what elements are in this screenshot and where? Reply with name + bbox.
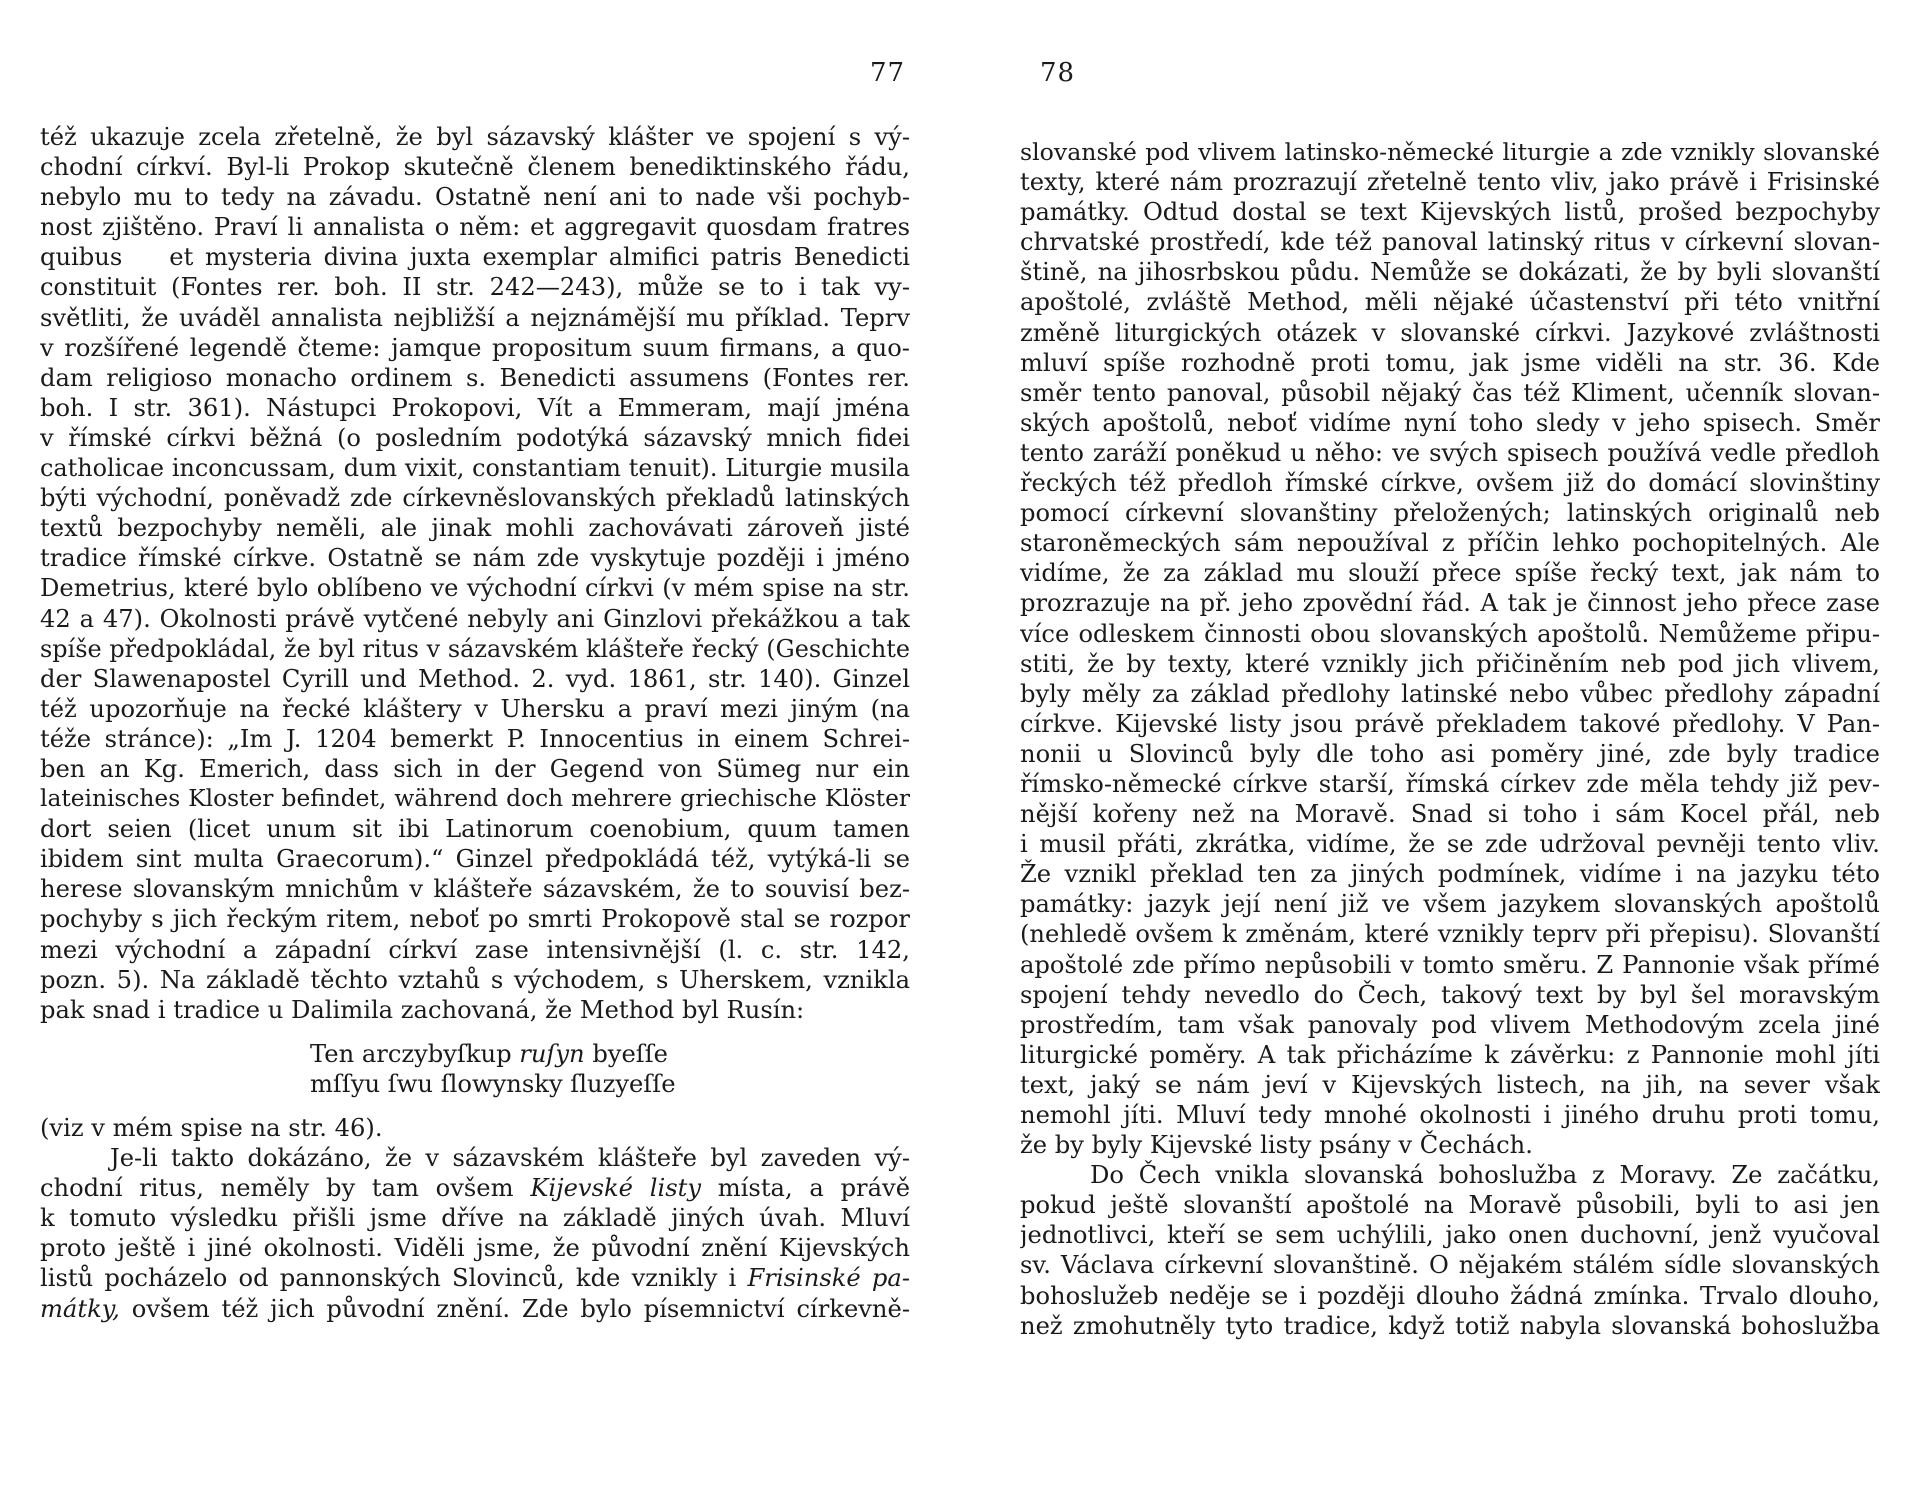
text-line: řeckých též předloh římské církve, ovšem již do domácí slovinštiny: [1020, 469, 1880, 498]
text-line: nebylo mu to tedy na závadu. Ostatně není ani to nade vši pochyb-: [40, 183, 910, 212]
poem-line: mſſyu ſwu ſlowynsky ſluzyeſſe: [310, 1069, 676, 1098]
text-line: spíše předpokládal, že byl ritus v sázavském klášteře řecký (Geschichte: [40, 634, 910, 663]
text-line: sv. Václava církevní slovanštině. O nějakém stálém sídle slovanských: [1020, 1251, 1880, 1280]
text-line: vidíme, že za základ mu slouží přece spíše řecký text, jak nám to: [1020, 559, 1880, 588]
italic-title: Frisinské pa-: [747, 1264, 910, 1293]
text-line: apoštolé zde přímo nepůsobili v tomto směru. Z Pannonie však přímé: [1020, 950, 1880, 979]
text-line: 42 a 47). Okolnosti právě vytčené nebyly ani Ginzlovi překážkou a tak: [40, 604, 910, 633]
text-line: tento zaráží poněkud u něho: ve svých spisech používá vedle předloh: [1020, 438, 1880, 467]
text-line: apoštolé, zvláště Method, měli nějaké účastenství při této vnitřní: [1020, 288, 1880, 317]
text-line: pomocí církevní slovanštiny přeložených; latinských originalů neb: [1020, 499, 1880, 528]
text-line: v římské církvi běžná (o posledním podotýká sázavský mnich fidei: [40, 423, 910, 452]
text-line: církve. Kijevské listy jsou právě překladem takové předlohy. V Pan-: [1020, 709, 1880, 738]
text-run: ovšem též jich původní znění. Zde bylo písemnictví církevně-: [119, 1294, 910, 1323]
text-line: tradice římské církve. Ostatně se nám zde vyskytuje později i jméno: [40, 544, 910, 573]
left-page: [40, 0, 910, 1500]
text-line: stiti, že by texty, které vznikly jich přičiněním neb pod jich vlivem,: [1020, 649, 1880, 678]
poem-spacer: [40, 1099, 910, 1113]
text-line: že by byly Kijevské listy psány v Čechách.: [1020, 1131, 1533, 1160]
text-line: změně liturgických otázek v slovanské církvi. Jazykové zvláštnosti: [1020, 318, 1880, 347]
text-run: místa, a právě: [701, 1174, 910, 1203]
text-line: nost zjištěno. Praví li annalista o něm: et aggregavit quosdam fratres: [40, 213, 910, 242]
text-line: Je-li takto dokázáno, že v sázavském klášteře byl zaveden vý-: [110, 1144, 910, 1173]
text-line: prostředím, tam však panovaly pod vlivem Methodovým zcela jiné: [1020, 1010, 1880, 1039]
text-line: ben an Kg. Emerich, dass sich in der Gegend von Sümeg nur ein: [40, 754, 910, 783]
text-line: než zmohutněly tyto tradice, když totiž nabyla slovanská bohoslužba: [1020, 1311, 1880, 1340]
text-line: (viz v mém spise na str. 46).: [40, 1114, 383, 1142]
poem-italic-word: ruſyn: [519, 1039, 585, 1068]
text-line: ibidem sint multa Graecorum).“ Ginzel předpokládá též, vytýká-li se: [40, 845, 910, 874]
text-line: v rozšířené legendě čteme: jamque propositum suum firmans, a quo-: [40, 333, 910, 362]
text-line: pak snad i tradice u Dalimila zachovaná, že Method byl Rusín:: [40, 995, 805, 1024]
text-line: liturgické poměry. A tak přicházíme k závěrku: z Pannonie mohl jíti: [1020, 1040, 1880, 1069]
text-line: chrvatské prostředí, kde též panoval latinský ritus v církevní slovan-: [1020, 228, 1880, 257]
text-line: quibus et mysteria divina juxta exemplar almifici patris Benedicti: [40, 243, 910, 272]
text-line: památky: jazyk její není již ve všem jazykem slovanských apoštolů: [1020, 890, 1880, 919]
page-number: 78: [1040, 58, 1076, 88]
text-line: [40, 1263, 910, 1293]
text-line: pokud ještě slovanští apoštolé na Moravě působili, byli to asi jen: [1020, 1191, 1880, 1220]
text-line: texty, které nám prozrazují zřetelně tento vliv, jako právě i Frisinské: [1020, 168, 1880, 197]
left-page-text: [40, 122, 910, 1324]
text-run: listů pocházelo od pannonských Slovinců, kde vznikly i: [40, 1264, 748, 1293]
text-line: spojení tehdy nevedlo do Čech, takový text by byl šel moravským: [1020, 980, 1880, 1009]
text-line: textů bezpochyby neměli, ale jinak mohli zachovávati zároveň jisté: [40, 514, 910, 543]
text-line: nější kořeny než na Moravě. Snad si toho i sám Kocel přál, neb: [1020, 800, 1880, 829]
text-line: slovanské pod vlivem latinsko-německé liturgie a zde vznikly slovanské: [1020, 138, 1880, 166]
page-number: 77: [870, 58, 906, 88]
text-line: mluví spíše rozhodně proti tomu, jak jsme viděli na str. 36. Kde: [1020, 348, 1880, 377]
text-line: směr tento panoval, působil nějaký čas též Kliment, učenník slovan-: [1020, 378, 1880, 407]
text-line: [40, 1294, 910, 1324]
text-run: chodní ritus, neměly by tam ovšem: [40, 1174, 531, 1203]
poem-text: Ten arczybyſkup: [310, 1039, 520, 1068]
text-line: též ukazuje zcela zřetelně, že byl sázavský klášter ve spojení s vý-: [40, 123, 910, 151]
text-line: dort seien (licet unum sit ibi Latinorum coenobium, quum tamen: [40, 815, 910, 844]
text-line: ských apoštolů, neboť vidíme nyní toho sledy v jeho spisech. Směr: [1020, 408, 1880, 437]
text-line: pozn. 5). Na základě těchto vztahů s východem, s Uherskem, vznikla: [40, 965, 910, 994]
text-line: chodní církví. Byl-li Prokop skutečně členem benediktinského řádu,: [40, 153, 910, 182]
text-line: catholicae inconcussam, dum vixit, constantiam tenuit). Liturgie musila: [40, 454, 910, 483]
text-line: i musil přáti, zkrátka, vidíme, že se zde udržoval pevněji tento vliv.: [1020, 830, 1880, 859]
text-line: Demetrius, které bylo oblíbeno ve východní církvi (v mém spise na str.: [40, 574, 910, 603]
text-line: text, jaký se nám jeví v Kijevských listech, na jih, na sever však: [1020, 1070, 1880, 1099]
poem-text: byeſſe: [584, 1039, 668, 1068]
text-line: herese slovanským mnichům v klášteře sázavském, že to souvisí bez-: [40, 875, 910, 904]
text-line: pochyby s jich řeckým ritem, neboť po smrti Prokopově stal se rozpor: [40, 905, 910, 934]
text-line: více odleskem činnosti obou slovanských apoštolů. Nemůžeme připu-: [1020, 619, 1880, 648]
right-page: [1020, 0, 1880, 1500]
text-line: der Slawenapostel Cyrill und Method. 2. vyd. 1861, str. 140). Ginzel: [40, 664, 910, 693]
italic-title: mátky,: [40, 1294, 120, 1323]
italic-title: Kijevské listy: [530, 1174, 701, 1203]
text-line: lateinisches Kloster befindet, während doch mehrere griechische Klöster: [40, 785, 910, 813]
text-line: prozrazuje na př. jeho zpovědní řád. A tak je činnost jeho přece zase: [1020, 589, 1880, 618]
text-line: bohoslužeb neděje se i později dlouho žádná zmínka. Trvalo dlouho,: [1020, 1281, 1880, 1310]
text-line: nemohl jíti. Mluví tedy mnohé okolnosti i jiného druhu proti tomu,: [1020, 1101, 1880, 1129]
text-line: boh. I str. 361). Nástupci Prokopovi, Vít a Emmeram, mají jména: [40, 393, 910, 422]
right-page-text: [1020, 137, 1880, 1341]
text-line: staroněmeckých sám nepoužíval z příčin lehko pochopitelných. Ale: [1020, 529, 1880, 558]
text-line: jednotlivci, kteří se sem uchýlili, jako onen duchovní, jenž vyučoval: [1020, 1221, 1880, 1250]
text-line: téže stránce): „Im J. 1204 bemerkt P. Innocentius in einem Schrei-: [40, 724, 910, 753]
poem-spacer: [40, 1025, 910, 1039]
text-line: proto ještě i jiné okolnosti. Viděli jsme, že původní znění Kijevských: [40, 1234, 910, 1263]
text-line: štině, na jihosrbskou půdu. Nemůže se dokázati, že by byli slovanští: [1020, 258, 1880, 287]
text-line: mezi východní a západní církví zase intensivnější (l. c. str. 142,: [40, 935, 910, 964]
text-line: nonii u Slovinců byly dle toho asi poměry jiné, zde byly tradice: [1020, 739, 1880, 768]
poem-line: [40, 1039, 910, 1069]
text-line: [40, 1173, 910, 1203]
text-line: památky. Odtud dostal se text Kijevských listů, prošed bezpochyby: [1020, 198, 1880, 227]
text-line: Do Čech vnikla slovanská bohoslužba z Moravy. Ze začátku,: [1090, 1161, 1880, 1190]
text-line: (nehledě ovšem k změnám, které vznikly teprv při přepisu). Slovanští: [1020, 920, 1880, 949]
text-line: dam religioso monacho ordinem s. Benedicti assumens (Fontes rer.: [40, 363, 910, 392]
text-line: býti východní, poněvadž zde církevněslovanských překladů latinských: [40, 484, 910, 513]
text-line: světliti, že uváděl annalista nejbližší a nejznámější mu příklad. Teprv: [40, 303, 910, 332]
text-line: Že vznikl překlad ten za jiných podmínek, vidíme i na jazyku této: [1020, 860, 1880, 889]
text-line: římsko-německé církve starší, římská církev zde měla tehdy již pev-: [1020, 769, 1880, 798]
text-line: constituit (Fontes rer. boh. II str. 242—243), může se to i tak vy-: [40, 273, 910, 302]
text-line: k tomuto výsledku přišli jsme dříve na základě jiných úvah. Mluví: [40, 1204, 910, 1233]
text-line: byly měly za základ předlohy latinské nebo vůbec předlohy západní: [1020, 679, 1880, 708]
text-line: též upozorňuje na řecké kláštery v Uhersku a praví mezi jiným (na: [40, 694, 910, 723]
